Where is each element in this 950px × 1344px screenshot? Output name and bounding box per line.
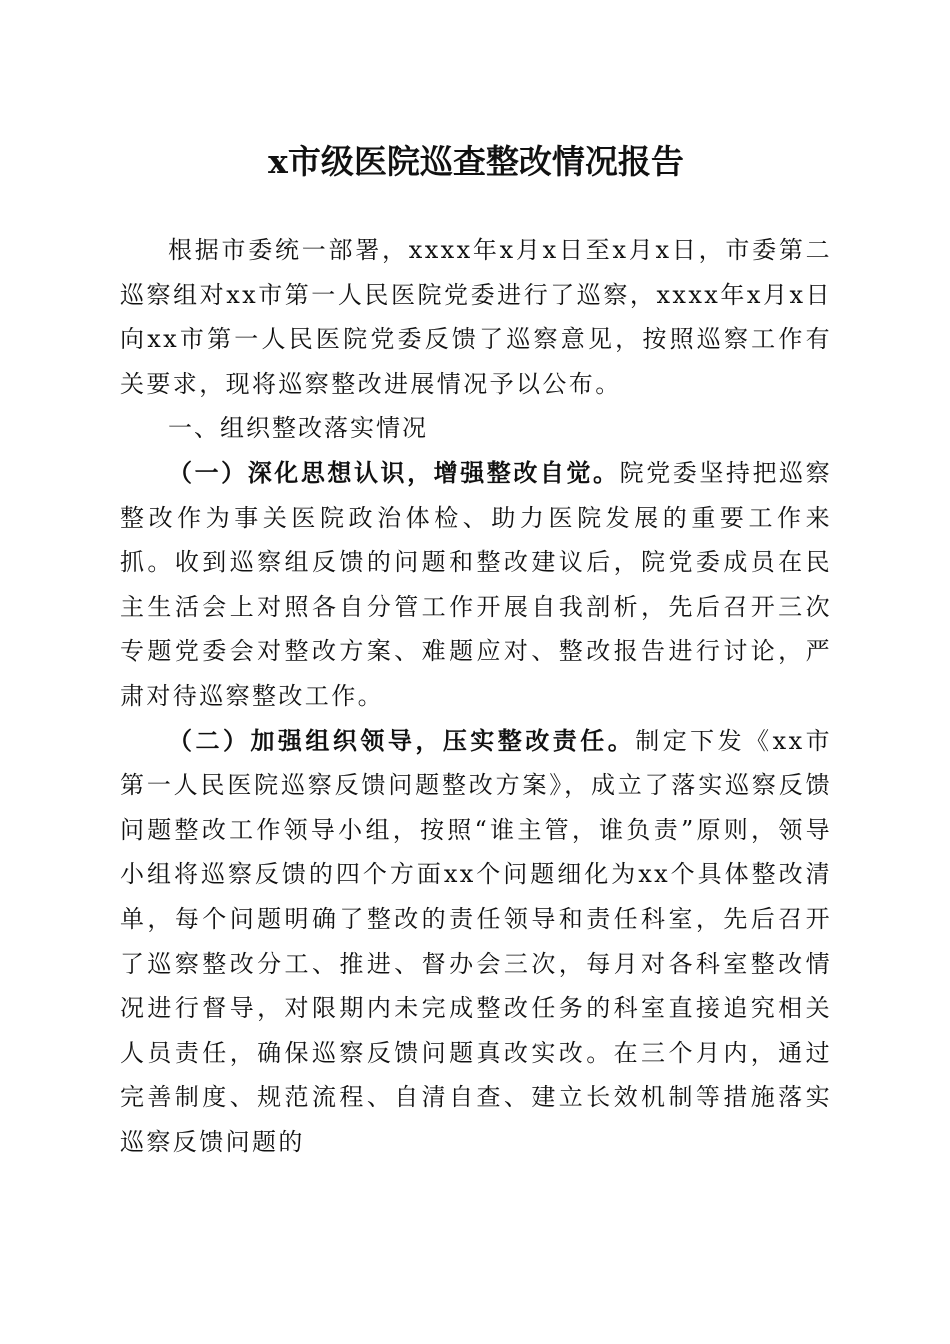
- item-1-body: 院党委坚持把巡察整改作为事关医院政治体检、助力医院发展的重要工作来抓。收到巡察组反馈的问题和整改建议后，院党委成员在民主生活会上对照各自分管工作开展自我剖析，先后召开三次专题党委会对整改方案、难题应对、整改报告进行讨论，严肃对待巡察整改工作。: [120, 458, 832, 710]
- intro-paragraph: 根据市委统一部署，xxxx年x月x日至x月x日，市委第二巡察组对xx市第一人民医院党委进行了巡察，xxxx年x月x日向xx市第一人民医院党委反馈了巡察意见，按照巡察工作有关要求，现将巡察整改进展情况予以公布。: [120, 236, 832, 398]
- item-2-body: 制定下发《xx市第一人民医院巡察反馈问题整改方案》，成立了落实巡察反馈问题整改工作领导小组，按照“谁主管，谁负责”原则，领导小组将巡察反馈的四个方面xx个问题细化为xx个具体整改清单，每个问题明确了整改的责任领导和责任科室，先后召开了巡察整改分工、推进、督办会三次，每月对各科室整改情况进行督导，对限期内未完成整改任务的科室直接追究相关人员责任，确保巡察反馈问题真改实改。在三个月内，通过完善制度、规范流程、自清自查、建立长效机制等措施落实巡察反馈问题的: [120, 726, 832, 1156]
- item-2-lead: （二）加强组织领导，压实整改责任。: [168, 725, 636, 755]
- document-page: [120, 140, 832, 1164]
- section-heading: 一、组织整改落实情况: [168, 414, 428, 443]
- item-1-paragraph: [120, 451, 832, 719]
- item-2-paragraph: [120, 719, 832, 1165]
- document-title: x市级医院巡查整改情况报告: [268, 142, 684, 181]
- item-1-lead: （一）深化思想认识，增强整改自觉。: [168, 457, 620, 487]
